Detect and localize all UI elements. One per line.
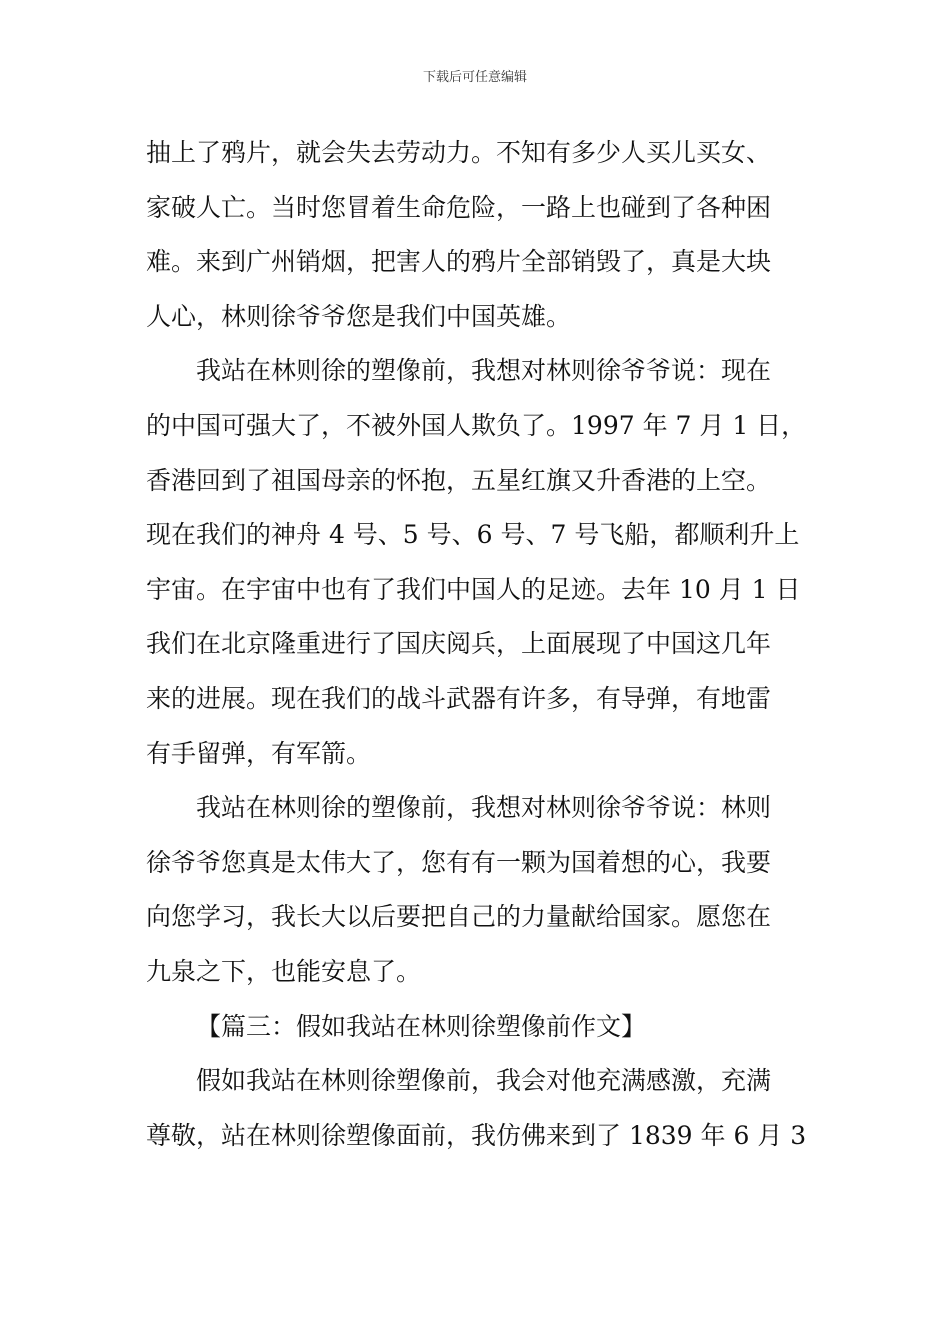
text-line: 现在我们的神舟 4 号、5 号、6 号、7 号飞船，都顺利升上 [146,520,800,550]
text-line: 尊敬，站在林则徐塑像面前，我仿佛来到了 1839 年 6 月 3 [146,1120,807,1150]
text-line: 我站在林则徐的塑像前，我想对林则徐爷爷说：现在 [196,356,772,386]
text-line: 【篇三：假如我站在林则徐塑像前作文】 [196,1011,647,1041]
text-line: 我站在林则徐的塑像前，我想对林则徐爷爷说：林则 [196,793,772,823]
document-body [146,126,808,1163]
text-line: 的中国可强大了，不被外国人欺负了。1997 年 7 月 1 日， [146,410,807,440]
text-line: 难。来到广州销烟，把害人的鸦片全部销毁了，真是大块 [146,247,772,277]
text-line: 来的进展。现在我们的战斗武器有许多，有导弹，有地雷 [146,683,772,713]
text-line: 向您学习，我长大以后要把自己的力量献给国家。愿您在 [146,902,772,932]
text-line: 人心，林则徐爷爷您是我们中国英雄。 [146,301,572,331]
page-header: 下载后可任意编辑 [422,70,527,85]
text-line: 有手留弹，有军箭。 [146,738,372,768]
text-line: 宇宙。在宇宙中也有了我们中国人的足迹。去年 10 月 1 日 [146,574,801,604]
text-line: 香港回到了祖国母亲的怀抱，五星红旗又升香港的上空。 [146,465,772,495]
text-line: 九泉之下，也能安息了。 [146,956,422,986]
text-line: 假如我站在林则徐塑像前，我会对他充满感激，充满 [196,1066,772,1096]
text-line: 抽上了鸦片，就会失去劳动力。不知有多少人买儿买女、 [146,138,772,167]
text-line: 家破人亡。当时您冒着生命危险，一路上也碰到了各种困 [146,192,772,222]
text-line: 徐爷爷您真是太伟大了，您有有一颗为国着想的心，我要 [146,847,772,877]
text-line: 我们在北京隆重进行了国庆阅兵，上面展现了中国这几年 [146,629,772,659]
